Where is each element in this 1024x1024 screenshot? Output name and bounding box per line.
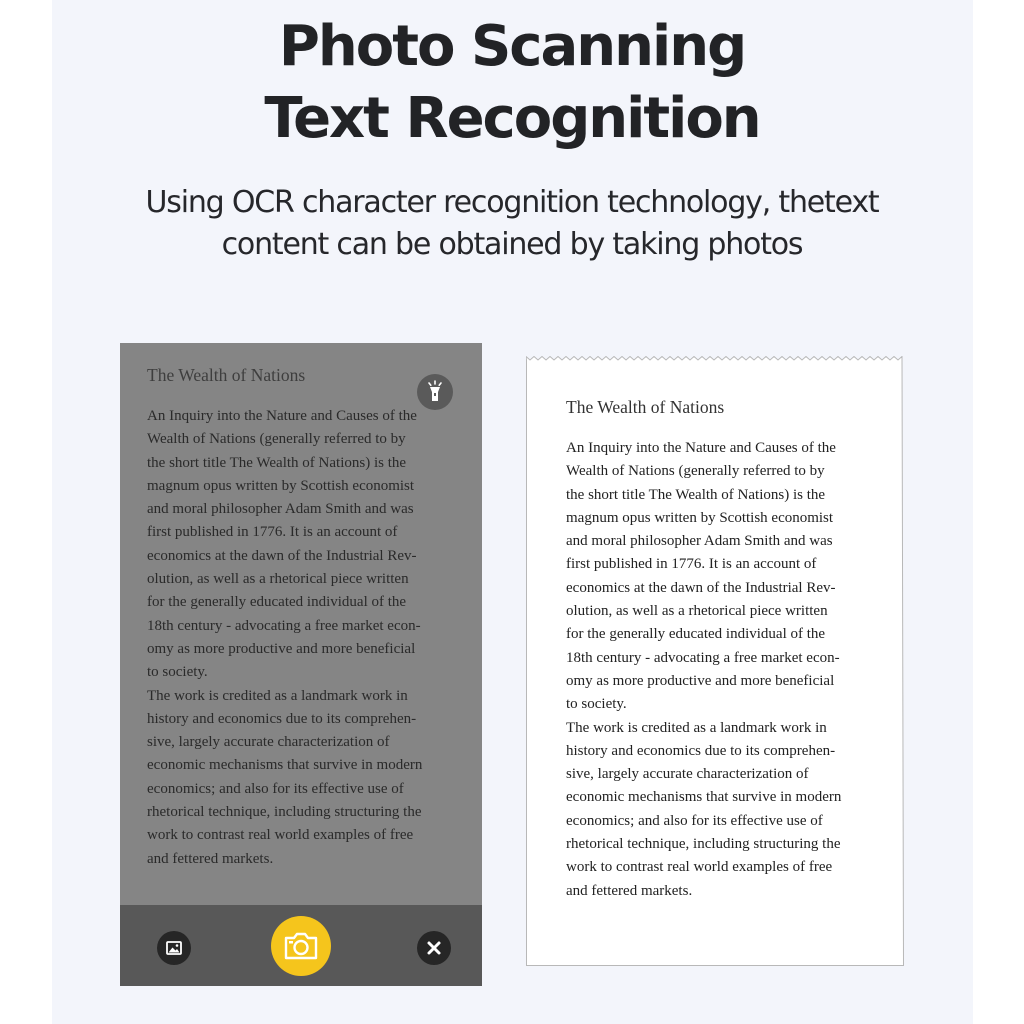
scanned-line: the short title The Wealth of Nations) is the bbox=[147, 454, 407, 471]
headline-line-2: Text Recognition bbox=[264, 86, 760, 151]
scanned-line: and moral philosopher Adam Smith and was bbox=[147, 501, 414, 518]
recognized-line: The work is credited as a landmark work in bbox=[566, 719, 827, 736]
recognized-line: An Inquiry into the Nature and Causes of the bbox=[566, 440, 836, 456]
scanned-line: 18th century - advocating a free market econ- bbox=[147, 617, 421, 634]
scanned-line: first published in 1776. It is an account of bbox=[147, 524, 398, 541]
recognized-line: economics at the dawn of the Industrial Rev- bbox=[566, 579, 836, 596]
scanned-line: economics; and also for its effective use of bbox=[147, 780, 404, 797]
camera-icon bbox=[271, 916, 331, 976]
scanned-line: The work is credited as a landmark work in bbox=[147, 687, 408, 704]
recognized-document-body bbox=[566, 437, 841, 903]
scanned-line: to society. bbox=[147, 664, 208, 681]
gallery-icon bbox=[157, 931, 191, 965]
scanned-line: sive, largely accurate characterization of bbox=[147, 734, 390, 751]
recognized-document-title: The Wealth of Nations bbox=[566, 397, 725, 417]
recognized-line: olution, as well as a rhetorical piece written bbox=[566, 603, 828, 620]
recognized-line: and moral philosopher Adam Smith and was bbox=[566, 533, 833, 550]
recognized-text-paper bbox=[526, 356, 904, 966]
scanned-line: economics at the dawn of the Industrial Rev- bbox=[147, 547, 417, 564]
recognized-line: Wealth of Nations (generally referred to by bbox=[566, 463, 825, 480]
scanned-line: and fettered markets. bbox=[147, 850, 274, 867]
camera-viewfinder bbox=[120, 343, 482, 986]
recognized-line: and fettered markets. bbox=[566, 882, 693, 899]
scanned-line: An Inquiry into the Nature and Causes of the bbox=[147, 408, 417, 424]
flashlight-icon bbox=[417, 374, 453, 410]
scanned-line: economic mechanisms that survive in modern bbox=[147, 757, 423, 774]
subtitle-line-1: Using OCR character recognition technology, thetext bbox=[145, 185, 879, 220]
scanned-line: history and economics due to its comprehen- bbox=[147, 710, 417, 727]
close-button[interactable] bbox=[417, 931, 451, 965]
recognized-line: economic mechanisms that survive in modern bbox=[566, 789, 842, 806]
scanned-line: omy as more productive and more beneficial bbox=[147, 640, 416, 657]
headline-line-1: Photo Scanning bbox=[278, 14, 746, 79]
recognized-line: history and economics due to its comprehen- bbox=[566, 742, 836, 759]
recognized-line: 18th century - advocating a free market econ- bbox=[566, 649, 840, 666]
recognized-line: economics; and also for its effective use of bbox=[566, 812, 823, 829]
recognized-line: work to contrast real world examples of free bbox=[566, 859, 833, 876]
recognized-line: sive, largely accurate characterization of bbox=[566, 766, 809, 783]
recognized-line: omy as more productive and more beneficial bbox=[566, 672, 835, 689]
close-icon bbox=[417, 931, 451, 965]
recognized-line: rhetorical technique, including structuring the bbox=[566, 836, 841, 853]
shutter-button[interactable] bbox=[271, 916, 331, 976]
scanned-line: magnum opus written by Scottish economist bbox=[147, 477, 415, 494]
recognized-line: for the generally educated individual of the bbox=[566, 626, 826, 643]
scanned-line: rhetorical technique, including structuring the bbox=[147, 804, 422, 821]
subtitle-line-2: content can be obtained by taking photos bbox=[221, 227, 803, 262]
recognized-line: first published in 1776. It is an account of bbox=[566, 556, 817, 573]
scanned-document-body bbox=[147, 405, 422, 871]
recognized-line: to society. bbox=[566, 696, 627, 713]
scanned-line: work to contrast real world examples of free bbox=[147, 827, 414, 844]
flash-button[interactable] bbox=[417, 374, 453, 410]
recognized-line: magnum opus written by Scottish economist bbox=[566, 509, 834, 526]
scanned-document-title: The Wealth of Nations bbox=[147, 365, 306, 385]
scanned-line: olution, as well as a rhetorical piece written bbox=[147, 571, 409, 588]
scanned-line: for the generally educated individual of the bbox=[147, 594, 407, 611]
recognized-line: the short title The Wealth of Nations) is the bbox=[566, 486, 826, 503]
gallery-button[interactable] bbox=[157, 931, 191, 965]
scanned-line: Wealth of Nations (generally referred to by bbox=[147, 431, 406, 448]
